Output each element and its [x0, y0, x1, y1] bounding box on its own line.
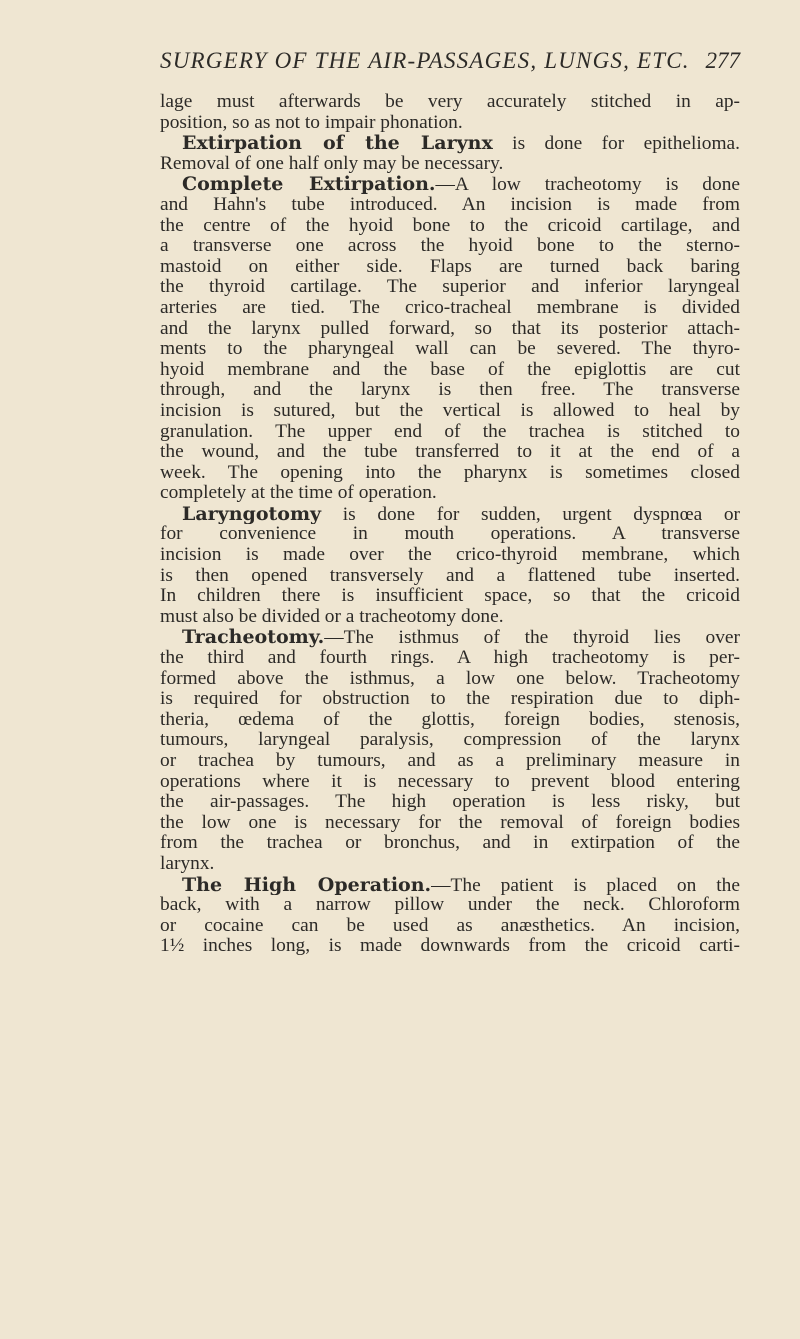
text-line: [160, 236, 740, 257]
line-text: from the trachea or bronchus, and in extirpation of the: [160, 833, 740, 854]
line-text: is done for epithelioma.: [492, 133, 740, 154]
line-text: completely at the time of operation.: [160, 483, 437, 504]
text-line: [160, 895, 740, 916]
text-line: [160, 92, 740, 113]
line-text: the low one is necessary for the removal of foreign bodies: [160, 812, 740, 833]
line-text: and Hahn's tube introduced. An incision is made from: [160, 194, 740, 215]
text-line: [160, 854, 740, 875]
line-text: must also be divided or a tracheotomy done.: [160, 606, 504, 627]
text-line: [160, 380, 740, 401]
text-line: [160, 751, 740, 772]
line-text: the air-passages. The high operation is less risky, but: [160, 792, 740, 813]
line-text: theria, œdema of the glottis, foreign bodies, stenosis,: [160, 709, 740, 730]
text-line: [160, 360, 740, 381]
line-text: and the larynx pulled forward, so that its posterior attach-: [160, 318, 740, 339]
text-line: [160, 463, 740, 484]
text-line: [160, 154, 740, 175]
text-line: [160, 792, 740, 813]
text-line: [160, 133, 740, 154]
text-line: [160, 195, 740, 216]
line-text: a transverse one across the hyoid bone to the sterno-: [160, 236, 740, 257]
line-text: larynx.: [160, 853, 215, 874]
line-text: formed above the isthmus, a low one below. Tracheotomy: [160, 668, 740, 689]
text-line: [160, 298, 740, 319]
body-text: [160, 92, 740, 957]
text-line: [160, 669, 740, 690]
text-line: [160, 586, 740, 607]
text-line: [160, 730, 740, 751]
line-text: lage must afterwards be very accurately stitched in ap-: [160, 92, 740, 112]
section-heading: Tracheotomy.: [182, 627, 325, 649]
line-text: —The isthmus of the thyroid lies over: [324, 627, 740, 649]
page-number: 277: [705, 48, 740, 73]
text-line: [160, 772, 740, 793]
text-line: [160, 813, 740, 834]
text-line: [160, 216, 740, 237]
line-text: tumours, laryngeal paralysis, compression of the larynx: [160, 730, 740, 751]
text-line: [160, 689, 740, 710]
text-line: [160, 524, 740, 545]
line-text: for convenience in mouth operations. A transverse: [160, 524, 740, 545]
text-line: [160, 174, 740, 195]
line-text: or trachea by tumours, and as a preliminary measure in: [160, 751, 740, 771]
running-title: SURGERY OF THE AIR-PASSAGES, LUNGS, ETC.: [160, 48, 690, 73]
line-text: the wound, and the tube transferred to it at the end of a: [160, 442, 740, 463]
section-heading: The High Operation.: [182, 874, 432, 896]
text-line: [160, 833, 740, 854]
line-text: operations where it is necessary to prevent blood entering: [160, 771, 740, 792]
line-text: through, and the larynx is then free. The transverse: [160, 380, 740, 401]
text-line: [160, 113, 740, 134]
text-line: [160, 627, 740, 648]
text-line: [160, 257, 740, 278]
line-text: or cocaine can be used as anæsthetics. An incision,: [160, 915, 740, 936]
line-text: In children there is insufficient space, so that the cricoid: [160, 586, 740, 607]
line-text: incision is made over the crico-thyroid membrane, which: [160, 545, 740, 566]
line-text: position, so as not to impair phonation.: [160, 112, 463, 133]
line-text: granulation. The upper end of the trachea is stitched to: [160, 421, 740, 442]
line-text: week. The opening into the pharynx is sometimes closed: [160, 462, 740, 483]
text-line: [160, 422, 740, 443]
text-line: [160, 648, 740, 669]
text-line: [160, 936, 740, 957]
section-heading: Laryngotomy: [182, 503, 322, 525]
text-line: [160, 607, 740, 628]
line-text: hyoid membrane and the base of the epiglottis are cut: [160, 359, 740, 380]
line-text: the third and fourth rings. A high tracheotomy is per-: [160, 648, 740, 669]
text-line: [160, 483, 740, 504]
text-line: [160, 401, 740, 422]
text-line: [160, 277, 740, 298]
text-line: [160, 339, 740, 360]
line-text: is required for obstruction to the respiration due to diph-: [160, 689, 740, 710]
text-line: [160, 710, 740, 731]
line-text: Removal of one half only may be necessary.: [160, 153, 504, 174]
line-text: —A low tracheotomy is done: [435, 174, 740, 195]
line-text: the thyroid cartilage. The superior and inferior laryngeal: [160, 277, 740, 298]
line-text: the centre of the hyoid bone to the cricoid cartilage, and: [160, 215, 740, 236]
text-line: [160, 875, 740, 896]
section-heading: Extirpation of the Larynx: [182, 133, 493, 154]
section-heading: Complete Extirpation.: [182, 174, 436, 195]
text-line: [160, 319, 740, 340]
text-line: [160, 442, 740, 463]
text-line: [160, 545, 740, 566]
text-line: [160, 504, 740, 525]
text-line: [160, 916, 740, 937]
line-text: is then opened transversely and a flattened tube inserted.: [160, 565, 740, 586]
running-head: [160, 48, 740, 88]
line-text: ments to the pharyngeal wall can be severed. The thyro-: [160, 339, 740, 360]
line-text: is done for sudden, urgent dyspnœa or: [321, 503, 740, 525]
line-text: incision is sutured, but the vertical is allowed to heal by: [160, 400, 740, 421]
line-text: mastoid on either side. Flaps are turned back baring: [160, 256, 740, 277]
line-text: back, with a narrow pillow under the neck. Chloroform: [160, 895, 740, 916]
line-text: —The patient is placed on the: [431, 874, 740, 896]
line-text: 1½ inches long, is made downwards from the cricoid carti-: [160, 936, 740, 957]
line-text: arteries are tied. The crico-tracheal membrane is divided: [160, 297, 740, 318]
text-line: [160, 566, 740, 587]
